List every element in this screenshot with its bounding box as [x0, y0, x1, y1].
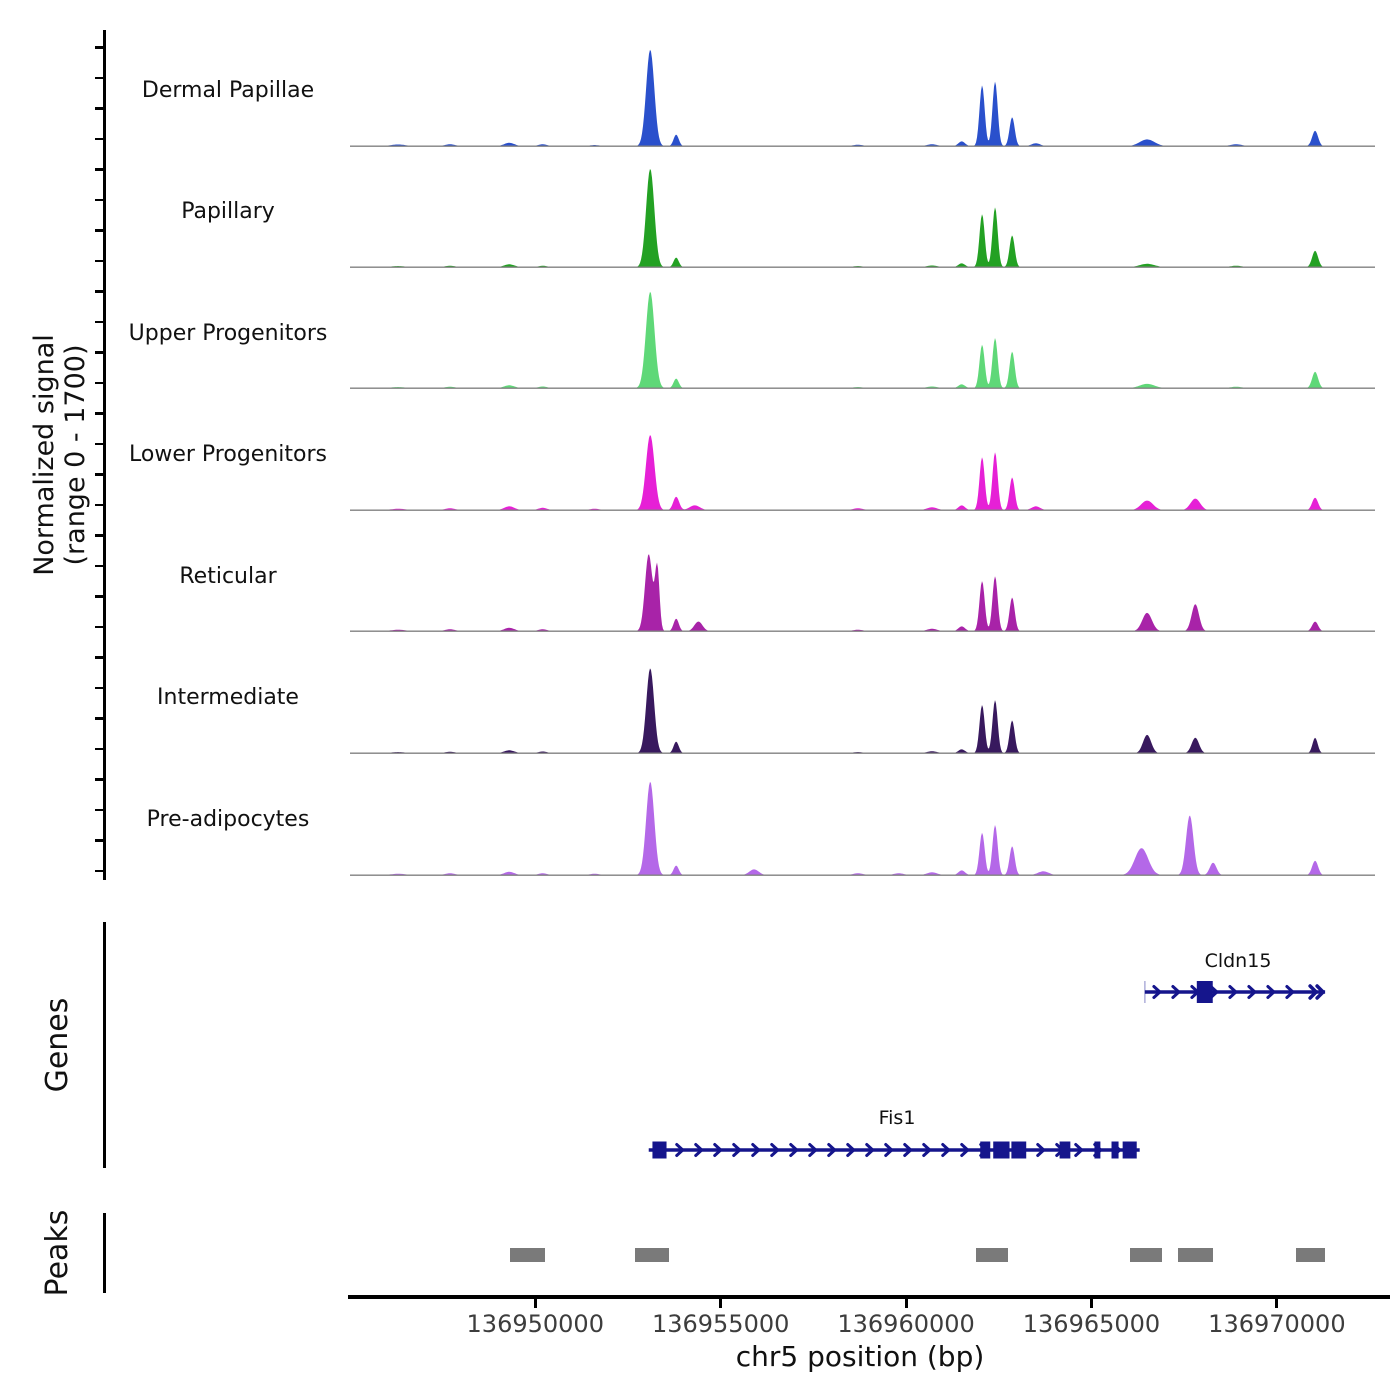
signal-area — [348, 782, 1390, 876]
y-axis-tick — [95, 595, 104, 598]
y-axis-tick — [95, 504, 104, 507]
y-axis-tick — [95, 717, 104, 720]
x-tick-mark — [905, 1299, 908, 1308]
y-axis-label — [29, 320, 91, 590]
genes-axis-line — [103, 922, 106, 1168]
peak-call-box — [976, 1248, 1008, 1262]
y-axis-tick — [95, 778, 104, 781]
y-axis-tick — [95, 46, 104, 49]
genes-section-label: Genes — [40, 997, 75, 1093]
exon-box — [1060, 1142, 1071, 1159]
track-label-papillary: Papillary — [181, 199, 275, 224]
gene-model-cldn15 — [1145, 981, 1325, 1003]
track-label-upper-progenitors: Upper Progenitors — [128, 321, 328, 346]
x-tick-label: 136970000 — [1208, 1310, 1346, 1338]
x-tick-label: 136950000 — [466, 1310, 604, 1338]
y-axis-tick — [95, 168, 104, 171]
y-axis-tick — [95, 839, 104, 842]
signal-area — [348, 50, 1390, 146]
y-axis-tick — [95, 229, 104, 232]
exon-box — [652, 1142, 666, 1159]
track-label-intermediate: Intermediate — [157, 685, 299, 710]
peak-call-box — [1296, 1248, 1325, 1262]
signal-track-papillary — [348, 165, 1390, 269]
peak-call-box — [1130, 1248, 1162, 1262]
y-axis-tick — [95, 748, 104, 751]
exon-box — [993, 1142, 1009, 1159]
peaks-section-label: Peaks — [40, 1209, 75, 1297]
gene-name-fis1: Fis1 — [878, 1107, 916, 1129]
track-label-pre-adipocytes: Pre-adipocytes — [146, 807, 310, 832]
x-tick-mark — [1090, 1299, 1093, 1308]
exon-box — [980, 1142, 990, 1159]
peak-call-box — [635, 1248, 670, 1262]
x-tick-mark — [1275, 1299, 1278, 1308]
y-axis-label-line1: Normalized signal — [29, 334, 60, 576]
exon-box — [1011, 1142, 1026, 1159]
track-label-reticular: Reticular — [179, 564, 277, 589]
signal-area — [348, 554, 1390, 631]
x-axis-label: chr5 position (bp) — [735, 1340, 985, 1373]
y-axis-tick — [95, 260, 104, 263]
track-label-dermal-papillae: Dermal Papillae — [141, 78, 315, 103]
x-tick-label: 136965000 — [1022, 1310, 1161, 1338]
exon-box — [1112, 1142, 1119, 1159]
y-axis-tick — [95, 473, 104, 476]
x-tick-label: 136960000 — [837, 1310, 975, 1338]
y-axis-tick — [95, 290, 104, 293]
peak-call-box — [1178, 1248, 1213, 1262]
y-axis-tick — [95, 870, 104, 873]
signal-track-pre-adipocytes — [348, 773, 1390, 877]
x-axis-line — [348, 1295, 1390, 1299]
signal-track-dermal-papillae — [348, 44, 1390, 148]
signal-track-upper-progenitors — [348, 286, 1390, 390]
signal-track-lower-progenitors — [348, 408, 1390, 512]
signal-area — [348, 169, 1390, 267]
y-axis-tick — [95, 534, 104, 537]
signal-area — [348, 435, 1390, 510]
x-tick-label: 136955000 — [651, 1310, 790, 1338]
x-tick-mark — [534, 1299, 537, 1308]
signal-area — [348, 668, 1390, 753]
y-axis-tick — [95, 382, 104, 385]
exon-box — [1123, 1142, 1137, 1159]
y-axis-tick — [95, 138, 104, 141]
y-axis-tick — [95, 656, 104, 659]
gene-model-fis1 — [649, 1142, 1140, 1159]
y-axis-tick — [95, 107, 104, 110]
signal-track-reticular — [348, 529, 1390, 633]
x-tick-mark — [719, 1299, 722, 1308]
y-axis-tick — [95, 412, 104, 415]
y-axis-label-line2: (range 0 - 1700) — [60, 344, 91, 566]
peak-call-box — [510, 1248, 545, 1262]
track-label-lower-progenitors: Lower Progenitors — [129, 442, 327, 467]
signal-area — [348, 292, 1390, 388]
signal-track-intermediate — [348, 651, 1390, 755]
exon-box — [1094, 1142, 1100, 1159]
y-axis-tick — [95, 626, 104, 629]
peaks-axis-line — [103, 1213, 106, 1293]
gene-name-cldn15: Cldn15 — [1204, 950, 1272, 972]
y-axis-tick — [95, 351, 104, 354]
exon-box — [1197, 981, 1213, 1003]
